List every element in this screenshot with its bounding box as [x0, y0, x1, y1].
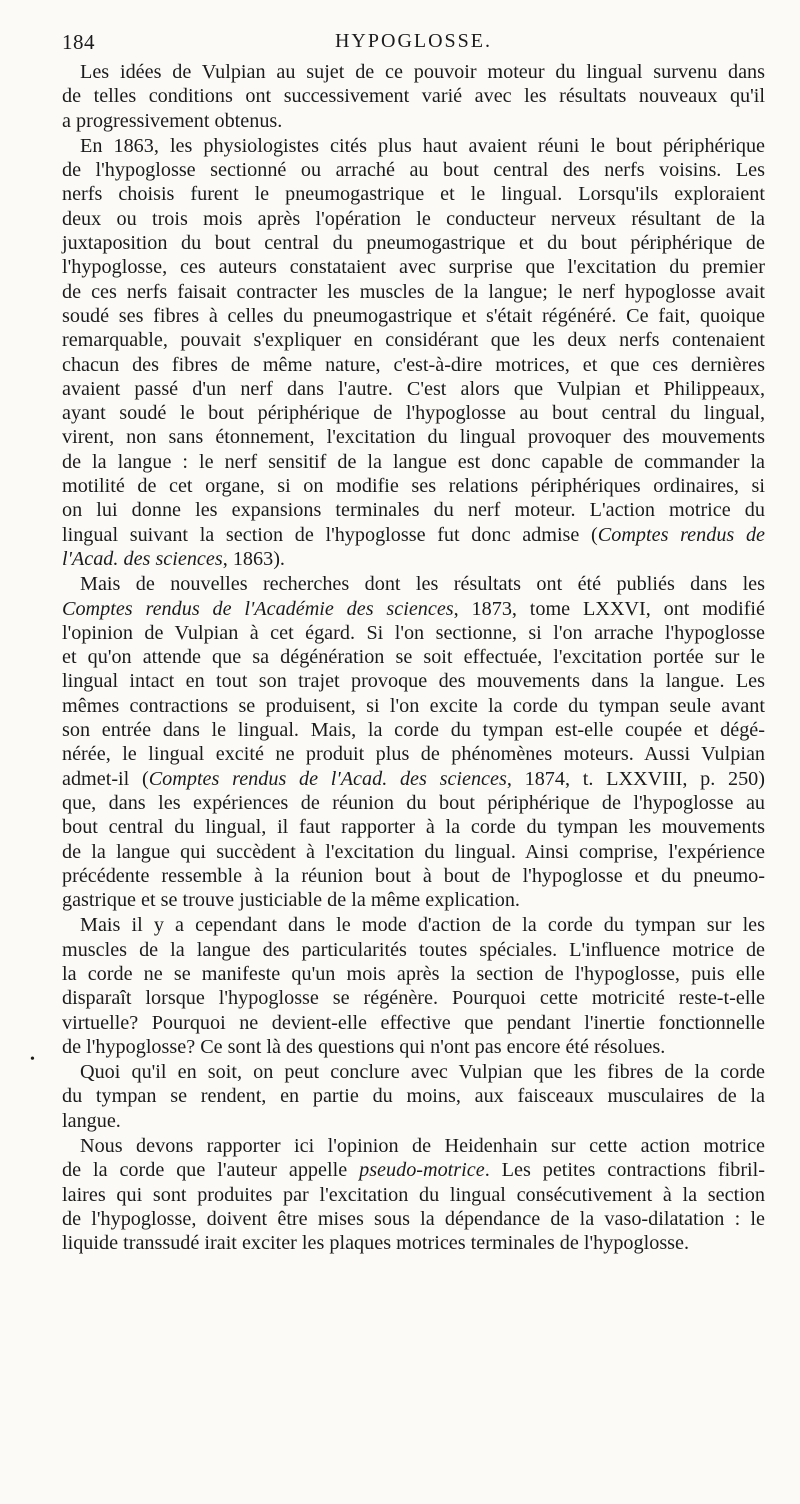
text-line: muscles de la langue des particularités toutes spéciales. L'influence motrice de	[62, 938, 765, 961]
text-line: disparaît lorsque l'hypoglosse se régénère. Pourquoi cette motricité reste-t-elle	[62, 987, 765, 1010]
text-line: l'Acad. des sciences, 1863).	[62, 547, 285, 570]
italic-citation: Comptes rendus de l'Acad. des sciences	[148, 767, 507, 790]
text-line: de l'hypoglosse sectionné ou arraché au bout central des nerfs voisins. Les	[62, 159, 765, 182]
text-line: gastrique et se trouve justiciable de la même explication.	[62, 889, 520, 912]
text-line: de ces nerfs faisait contracter les muscles de la langue; le nerf hypoglosse avait	[62, 280, 765, 303]
text-line: l'hypoglosse, ces auteurs constataient avec surprise que l'excitation du premier	[62, 256, 765, 279]
text-line: on lui donne les expansions terminales du nerf moteur. L'action motrice du	[62, 499, 765, 522]
text-line: mêmes contractions se produisent, si l'on excite la corde du tympan seule avant	[62, 694, 765, 717]
text-line: précédente ressemble à la réunion bout à bout de l'hypoglosse et du pneumo-	[62, 864, 765, 887]
paragraph	[62, 1060, 765, 1133]
text-line: l'opinion de Vulpian à cet égard. Si l'on sectionne, si l'on arrache l'hypoglosse	[62, 621, 765, 644]
margin-mark: •	[30, 1052, 35, 1067]
text-line: Les idées de Vulpian au sujet de ce pouvoir moteur du lingual survenu dans	[80, 61, 765, 83]
text-line: virtuelle? Pourquoi ne devient-elle effective que pendant l'inertie fonctionnelle	[62, 1011, 765, 1034]
text-line: son entrée dans le lingual. Mais, la corde du tympan est-elle coupée et dégé-	[62, 719, 765, 742]
body-text	[62, 60, 765, 1257]
text-line: lingual intact en tout son trajet provoque des mouvements dans la langue. Les	[62, 670, 765, 693]
text-line: nerfs choisis furent le pneumogastrique et le lingual. Lorsqu'ils exploraient	[62, 183, 765, 206]
text-line: que, dans les expériences de réunion du bout périphérique de l'hypoglosse au	[62, 791, 765, 814]
text-line: langue.	[62, 1109, 121, 1132]
text-line: de la corde que l'auteur appelle pseudo-motrice. Les petites contractions fibril-	[62, 1159, 766, 1182]
text-line: juxtaposition du bout central du pneumogastrique et du bout périphérique de	[62, 232, 765, 255]
text-line: Quoi qu'il en soit, on peut conclure avec Vulpian que les fibres de la corde	[80, 1061, 765, 1084]
text-line: Comptes rendus de l'Académie des sciences, 1873, tome LXXVI, ont modifié	[62, 597, 765, 620]
text-line: a progressivement obtenus.	[62, 109, 283, 132]
text-line: de la langue qui succèdent à l'excitation du lingual. Ainsi comprise, l'expérience	[62, 840, 765, 863]
italic-citation: pseudo-motrice	[359, 1159, 485, 1182]
text-line: remarquable, pouvait s'expliquer en considérant que les deux nerfs contenaient	[62, 329, 765, 352]
text-line: Mais il y a cependant dans le mode d'action de la corde du tympan sur les	[80, 914, 765, 937]
text-line: En 1863, les physiologistes cités plus haut avaient réuni le bout périphérique	[80, 134, 765, 157]
page-number: 184	[62, 30, 95, 54]
italic-citation: Comptes rendus de	[597, 523, 765, 546]
text-line: de l'hypoglosse, doivent être mises sous la dépendance de la vaso-dilatation : le	[62, 1207, 765, 1230]
italic-citation: Comptes rendus de l'Académie des sciences	[62, 597, 454, 620]
text-line: lingual suivant la section de l'hypoglosse fut donc admise (Comptes rendus de	[62, 523, 765, 546]
text-line: de la langue : le nerf sensitif de la langue est donc capable de commander la	[62, 450, 765, 473]
page-header	[62, 28, 765, 58]
text-line: admet-il (Comptes rendus de l'Acad. des sciences, 1874, t. LXXVIII, p. 250)	[62, 767, 765, 790]
text-line: laires qui sont produites par l'excitation du lingual consécutivement à la section	[62, 1183, 765, 1206]
text-line: soudé ses fibres à celles du pneumogastrique et s'était régénéré. Ce fait, quoique	[62, 304, 765, 327]
paragraph	[62, 913, 765, 1059]
text-line: virent, non sans étonnement, l'excitation du lingual provoquer des mouvements	[62, 426, 765, 449]
text-line: avaient passé d'un nerf dans l'autre. C'est alors que Vulpian et Philippeaux,	[62, 377, 765, 400]
text-line: bout central du lingual, il faut rapporter à la corde du tympan les mouvements	[62, 816, 765, 839]
text-line: Nous devons rapporter ici l'opinion de Heidenhain sur cette action motrice	[80, 1135, 765, 1158]
text-line: de l'hypoglosse? Ce sont là des questions qui n'ont pas encore été résolues.	[62, 1035, 666, 1058]
text-line: motilité de cet organe, si on modifie ses relations périphériques ordinaires, si	[62, 475, 765, 498]
paragraph	[62, 1134, 765, 1255]
text-line: et qu'on attende que sa dégénération se soit effectuée, l'excitation portée sur le	[62, 646, 765, 669]
text-line: deux ou trois mois après l'opération le conducteur nerveux résultant de la	[62, 207, 765, 230]
text-line: du tympan se rendent, en partie du moins, aux faisceaux musculaires de la	[62, 1085, 765, 1108]
text-line: Mais de nouvelles recherches dont les résultats ont été publiés dans les	[80, 573, 765, 596]
paragraph	[62, 572, 765, 912]
text-line: nérée, le lingual excité ne produit plus de phénomènes moteurs. Aussi Vulpian	[62, 743, 765, 766]
text-line: ayant soudé le bout périphérique de l'hypoglosse au bout central du lingual,	[62, 402, 765, 425]
text-line: liquide transsudé irait exciter les plaques motrices terminales de l'hypoglosse.	[62, 1232, 690, 1255]
running-title: HYPOGLOSSE.	[334, 30, 493, 52]
text-line: de telles conditions ont successivement varié avec les résultats nouveaux qu'il	[62, 85, 765, 108]
italic-citation: l'Acad. des sciences	[62, 547, 223, 570]
paragraph	[62, 60, 765, 133]
text-line: la corde ne se manifeste qu'un mois après la section de l'hypoglosse, puis elle	[62, 962, 765, 985]
paragraph	[62, 134, 765, 571]
text-line: chacun des fibres de même nature, c'est-à-dire motrices, et que ces dernières	[62, 353, 765, 376]
